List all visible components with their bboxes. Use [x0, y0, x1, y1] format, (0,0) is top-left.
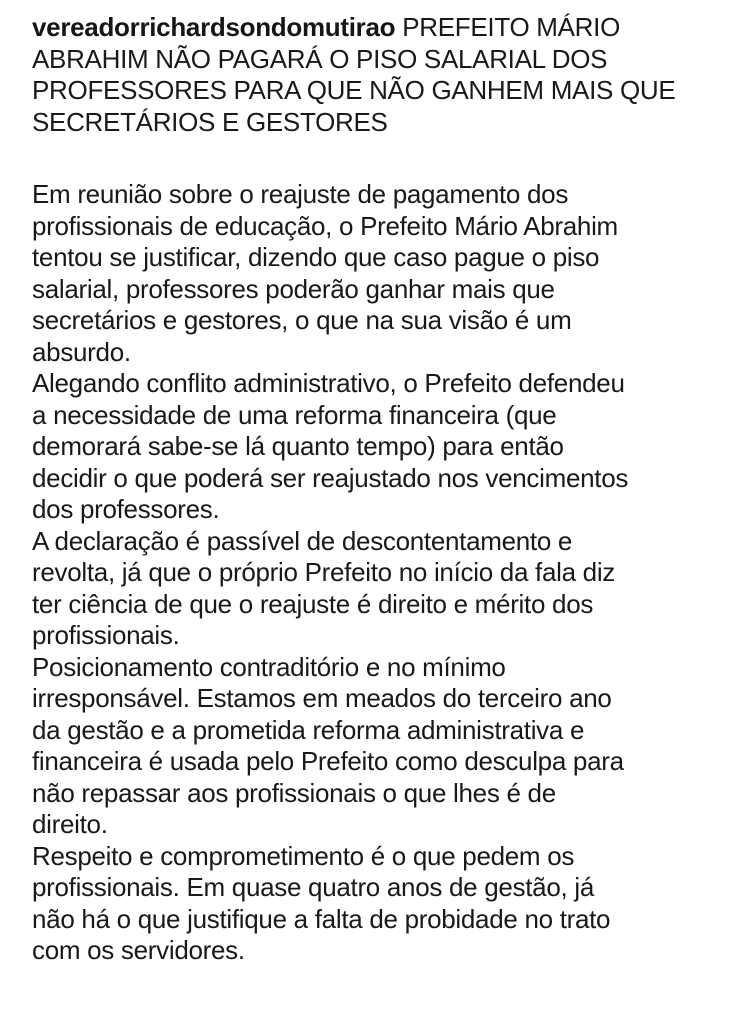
- caption-text-line: profissionais. Em quase quatro anos de gestão, já: [32, 872, 594, 902]
- caption-text-line: ter ciência de que o reajuste é direito e mérito dos: [32, 588, 594, 619]
- caption-text-line: profissionais de educação, o Prefeito Mário Abrahim: [32, 210, 618, 241]
- caption-text-line: demorará sabe-se lá quanto tempo) para então: [32, 431, 564, 461]
- caption-text-line: revolta, já que o próprio Prefeito no início da fala diz: [32, 557, 616, 587]
- caption-paragraph: [32, 652, 722, 841]
- caption-title-text: PREFEITO MÁRIO: [402, 12, 621, 42]
- caption-title-line: ABRAHIM NÃO PAGARÁ O PISO SALARIAL DOS: [32, 43, 608, 74]
- caption-text-line: Respeito e comprometimento é o que pedem os: [32, 840, 575, 871]
- caption-paragraph: [32, 526, 722, 652]
- caption-text-line: direito.: [32, 809, 108, 839]
- caption-header: [32, 12, 722, 138]
- caption-title-line: SECRETÁRIOS E GESTORES: [32, 106, 388, 137]
- caption-text-line: salarial, professores poderão ganhar mais que: [32, 273, 555, 304]
- caption-text-line: Em reunião sobre o reajuste de pagamento dos: [32, 179, 569, 209]
- caption-title-line: [32, 12, 722, 44]
- caption-text-line: A declaração é passível de descontentamento e: [32, 525, 573, 556]
- caption-paragraph: [32, 179, 722, 368]
- caption-paragraph: [32, 368, 722, 526]
- caption-text-line: decidir o que poderá ser reajustado nos vencimentos: [32, 462, 629, 493]
- caption-text-line: dos professores.: [32, 494, 220, 524]
- caption-text-line: secretários e gestores, o que na sua visão é um: [32, 305, 572, 335]
- caption-text-line: tentou se justificar, dizendo que caso pague o piso: [32, 242, 600, 272]
- caption-paragraph: [32, 841, 722, 967]
- caption-text-line: a necessidade de uma reforma financeira (que: [32, 399, 557, 430]
- caption-text-line: não repassar aos profissionais o que lhes é de: [32, 777, 556, 808]
- caption-text-line: profissionais.: [32, 620, 180, 650]
- username-link[interactable]: vereadorrichardsondomutirao: [32, 12, 396, 42]
- caption-text-line: da gestão e a prometida reforma administrativa e: [32, 714, 585, 745]
- caption-text-line: Posicionamento contraditório e no mínimo: [32, 651, 506, 682]
- caption-text-line: com os servidores.: [32, 935, 245, 965]
- caption-text-line: financeira é usada pelo Prefeito como desculpa para: [32, 746, 624, 776]
- caption-title-line: PROFESSORES PARA QUE NÃO GANHEM MAIS QUE: [32, 75, 676, 105]
- caption-text-line: Alegando conflito administrativo, o Prefeito defendeu: [32, 368, 625, 398]
- caption-text-line: não há o que justifique a falta de probidade no trato: [32, 903, 611, 934]
- caption-text-line: absurdo.: [32, 336, 131, 367]
- caption-text-line: irresponsável. Estamos em meados do terceiro ano: [32, 683, 612, 713]
